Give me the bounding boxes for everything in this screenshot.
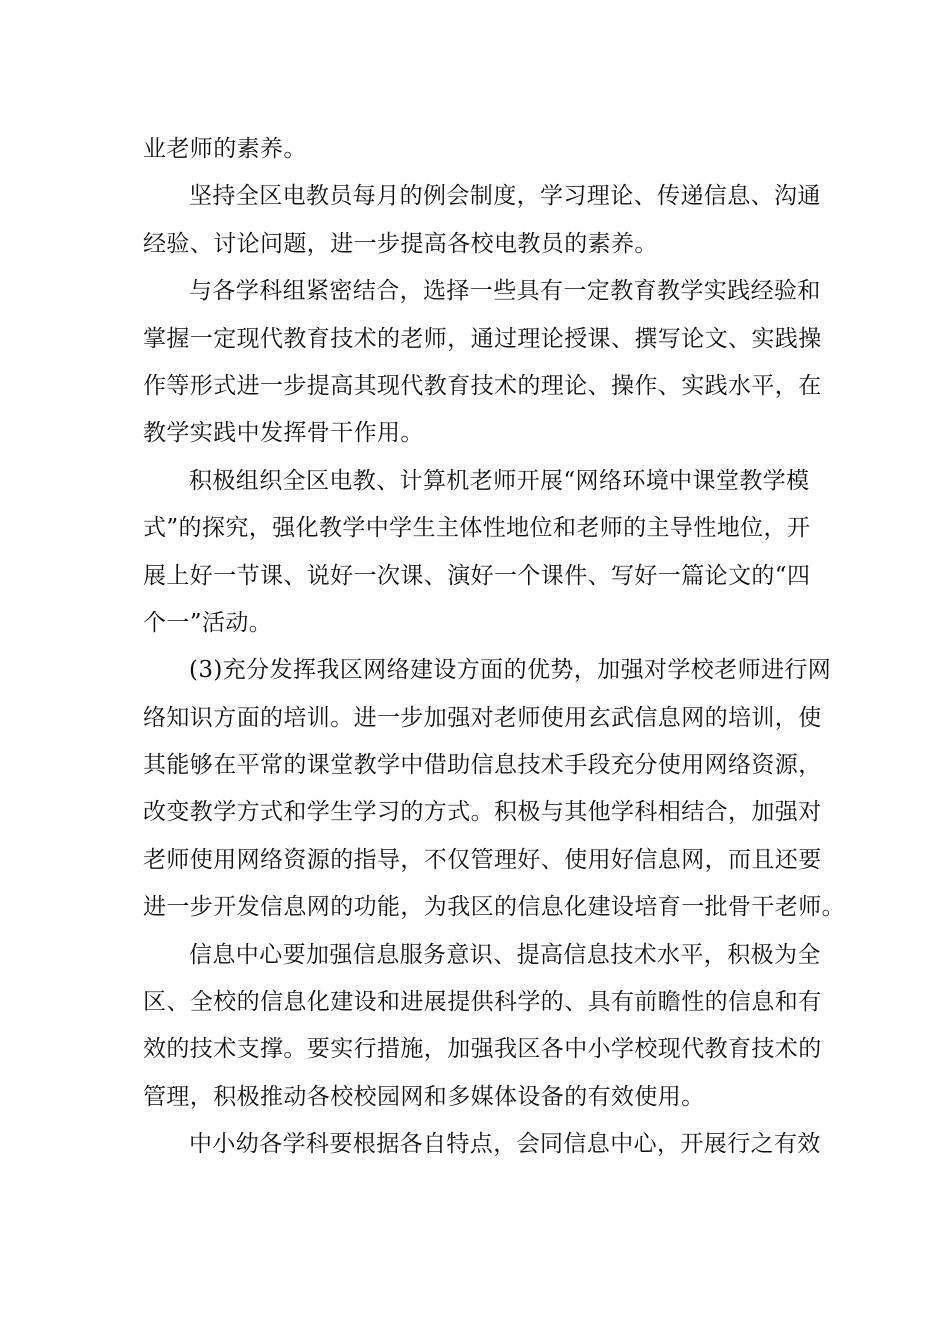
text-line: 中小幼各学科要根据各自特点，会同信息中心，开展行之有效 xyxy=(189,1131,821,1158)
text-line: 业老师的素养。 xyxy=(143,136,307,162)
paragraph-continuation xyxy=(143,126,808,173)
paragraph-subject-groups xyxy=(143,268,822,458)
document-body xyxy=(143,126,845,1169)
paragraph-network-training xyxy=(143,647,845,931)
text-line: 管理，积极推动各校校园网和多媒体设备的有效使用。 xyxy=(143,1083,705,1110)
text-line: 式”的探究，强化教学中学生主体性地位和老师的主导性地位，开 xyxy=(143,515,811,542)
paragraph-network-teaching xyxy=(143,458,811,648)
text-line: 其能够在平常的课堂教学中借助信息技术手段充分使用网络资源， xyxy=(143,752,822,779)
text-line: 坚持全区电教员每月的例会制度，学习理论、传递信息、沟通 xyxy=(189,183,821,210)
text-line: 进一步开发信息网的功能，为我区的信息化建设培育一批骨干老师。 xyxy=(143,894,845,921)
text-line: 展上好一节课、说好一次课、演好一个课件、写好一篇论文的“四 xyxy=(143,562,811,589)
text-line: 区、全校的信息化建设和进展提供科学的、具有前瞻性的信息和有 xyxy=(143,989,822,1016)
text-line: 效的技术支撑。要实行措施，加强我区各中小学校现代教育技术的 xyxy=(143,1036,822,1063)
text-line: 作等形式进一步提高其现代教育技术的理论、操作、实践水平，在 xyxy=(143,372,822,399)
text-line: 个一”活动。 xyxy=(143,609,273,636)
text-line: 经验、讨论问题，进一步提高各校电教员的素养。 xyxy=(143,230,658,257)
text-line: 掌握一定现代教育技术的老师，通过理论授课、撰写论文、实践操 xyxy=(143,325,822,352)
text-line: 络知识方面的培训。进一步加强对老师使用玄武信息网的培训，使 xyxy=(143,704,822,731)
text-line: (3)充分发挥我区网络建设方面的优势，加强对学校老师进行网 xyxy=(189,657,832,684)
text-line: 教学实践中发挥骨干作用。 xyxy=(143,420,424,447)
text-line: 积极组织全区电教、计算机老师开展“网络环境中课堂教学模 xyxy=(189,467,810,494)
text-line: 信息中心要加强信息服务意识、提高信息技术水平，积极为全 xyxy=(189,941,821,968)
paragraph-monthly-meetings xyxy=(143,173,821,268)
text-line: 改变教学方式和学生学习的方式。积极与其他学科相结合，加强对 xyxy=(143,799,822,826)
paragraph-subjects xyxy=(143,1121,821,1168)
text-line: 与各学科组紧密结合，选择一些具有一定教育教学实践经验和 xyxy=(189,278,821,305)
text-line: 老师使用网络资源的指导，不仅管理好、使用好信息网，而且还要 xyxy=(143,846,822,873)
paragraph-information-center xyxy=(143,932,822,1122)
